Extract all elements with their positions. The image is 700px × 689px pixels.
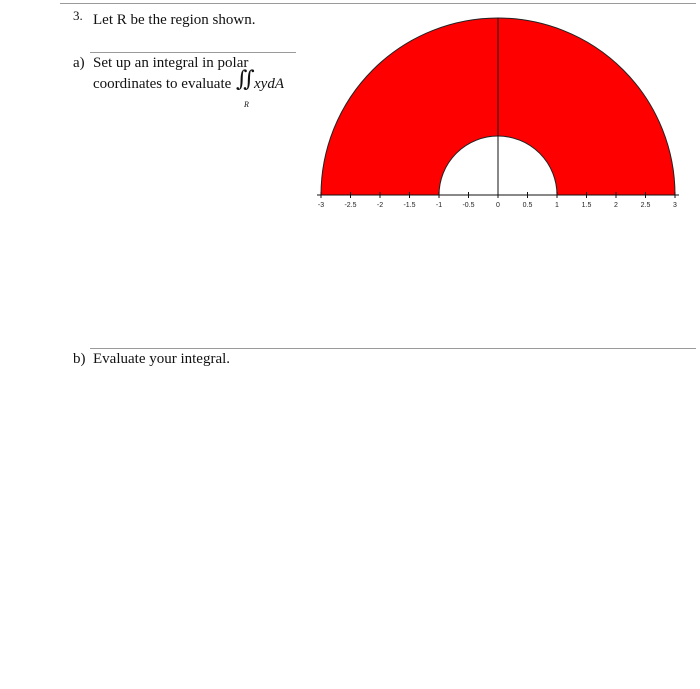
problem-intro: Let R be the region shown. [93, 12, 256, 28]
integral-region: R [244, 100, 249, 109]
x-tick-label: 2 [614, 202, 618, 209]
part-a-line2: coordinates to evaluate [93, 76, 232, 92]
part-a-line1: Set up an integral in polar [93, 55, 249, 71]
x-tick-label: -1 [435, 202, 443, 209]
x-tick-label: -1.5 [403, 202, 416, 209]
x-tick-label: -2.5 [344, 202, 357, 209]
x-tick-label: 0.5 [522, 202, 533, 209]
part-a-label: a) [73, 55, 85, 71]
problem-number: 3. [73, 8, 83, 23]
x-tick-label: 3 [673, 202, 677, 209]
x-tick-label: 2.5 [640, 202, 651, 209]
x-tick-label: 0 [496, 202, 500, 209]
x-tick-label: -2 [376, 202, 384, 209]
part-b-text: Evaluate your integral. [93, 351, 231, 367]
x-tick-label: -3 [317, 202, 325, 209]
double-integral-symbol: ∬ [236, 66, 255, 91]
x-tick-label: -0.5 [462, 202, 475, 209]
part-b-label: b) [73, 351, 86, 367]
integrand: xydA [254, 76, 284, 92]
x-tick-label: 1 [555, 202, 559, 209]
x-tick-label: 1.5 [581, 202, 592, 209]
